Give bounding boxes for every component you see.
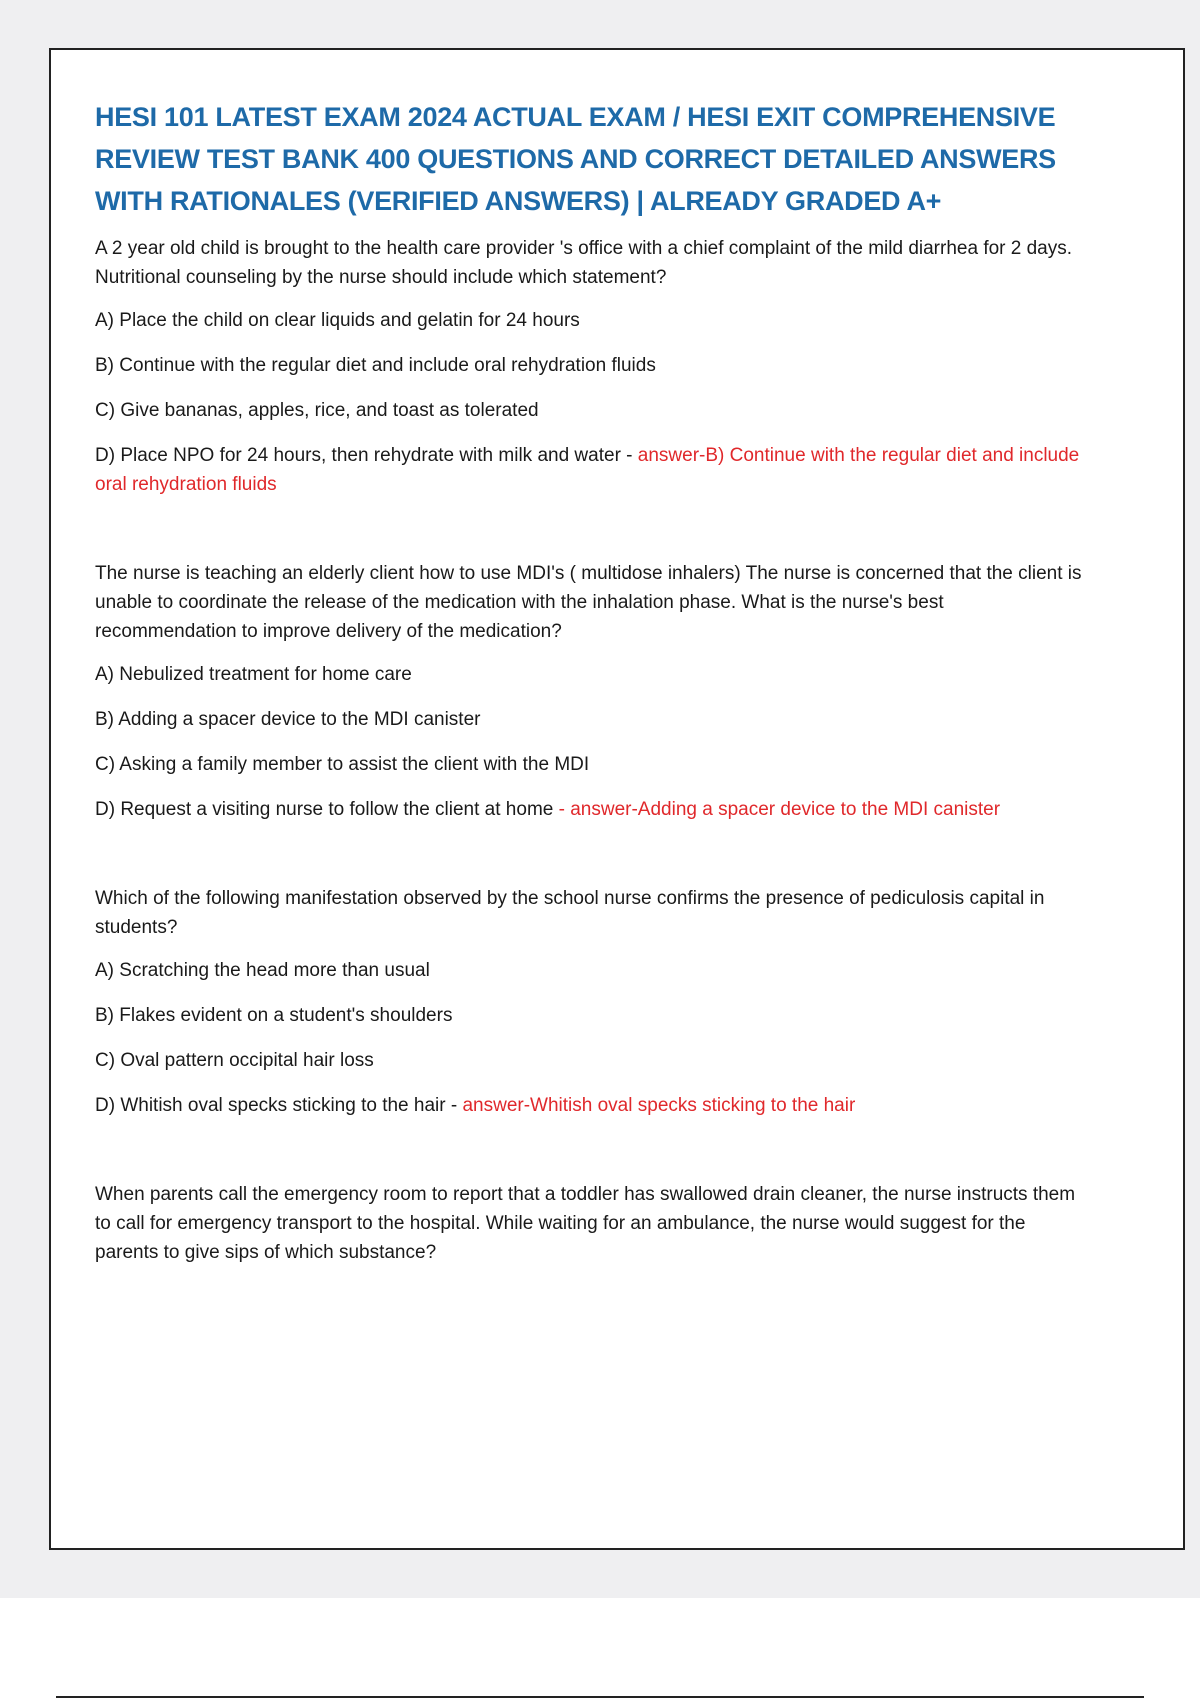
correct-answer: answer-Whitish oval specks sticking to the hair <box>462 1095 856 1116</box>
question-3 <box>95 884 1085 1120</box>
option-b: B) Flakes evident on a student's shoulders <box>95 1005 453 1026</box>
option-d <box>95 795 1085 824</box>
option-d-text: D) Request a visiting nurse to follow the client at home <box>95 799 559 820</box>
question-2 <box>95 559 1085 824</box>
question-spacer <box>95 840 1085 884</box>
option-d-text: D) Place NPO for 24 hours, then rehydrate with milk and water - <box>95 445 638 466</box>
option-d-text: D) Whitish oval specks sticking to the hair - <box>95 1095 463 1116</box>
option-b: B) Continue with the regular diet and include oral rehydration fluids <box>95 355 656 376</box>
option-a: A) Scratching the head more than usual <box>95 960 430 981</box>
question-text: Which of the following manifestation observed by the school nurse confirms the presence of pediculosis capital in students? <box>95 888 1045 938</box>
question-text: When parents call the emergency room to report that a toddler has swallowed drain cleaner, the nurse instructs them to call for emergency transport to the hospital. While waiting for an ambulance, the nurse would suggest for the parents to give sips of which substance? <box>95 1184 1076 1263</box>
correct-answer: - answer-Adding a spacer device to the MDI canister <box>558 799 1001 820</box>
option-c: C) Give bananas, apples, rice, and toast as tolerated <box>95 400 539 421</box>
question-text: The nurse is teaching an elderly client how to use MDI's ( multidose inhalers) The nurse is concerned that the client is unable to coordinate the release of the medication with the inhalation phase. What is the nurse's best recommendation to improve delivery of the medication? <box>95 563 1082 642</box>
question-text: A 2 year old child is brought to the health care provider 's office with a chief complaint of the mild diarrhea for 2 days. Nutritional counseling by the nurse should include which statement? <box>95 238 1073 288</box>
document-title: HESI 101 LATEST EXAM 2024 ACTUAL EXAM / HESI EXIT COMPREHENSIVE REVIEW TEST BANK 400 QUESTIONS AND CORRECT DETAILED ANSWERS WITH RATIONALES (VERIFIED ANSWERS) | ALREADY GRADED A+ <box>95 102 1056 216</box>
option-d <box>95 441 1085 499</box>
question-spacer <box>95 515 1085 559</box>
option-d <box>95 1091 1085 1120</box>
option-c: C) Asking a family member to assist the client with the MDI <box>95 754 590 775</box>
option-a: A) Nebulized treatment for home care <box>95 664 412 685</box>
question-4 <box>95 1180 1085 1267</box>
option-b: B) Adding a spacer device to the MDI canister <box>95 709 481 730</box>
question-1 <box>95 234 1085 499</box>
option-a: A) Place the child on clear liquids and gelatin for 24 hours <box>95 310 580 331</box>
correct-answer: answer-B) Continue with the regular diet and include oral rehydration fluids <box>95 445 1080 495</box>
document-content <box>95 96 1085 1281</box>
next-page-top-border <box>56 1696 1144 1698</box>
question-spacer <box>95 1136 1085 1180</box>
option-c: C) Oval pattern occipital hair loss <box>95 1050 374 1071</box>
